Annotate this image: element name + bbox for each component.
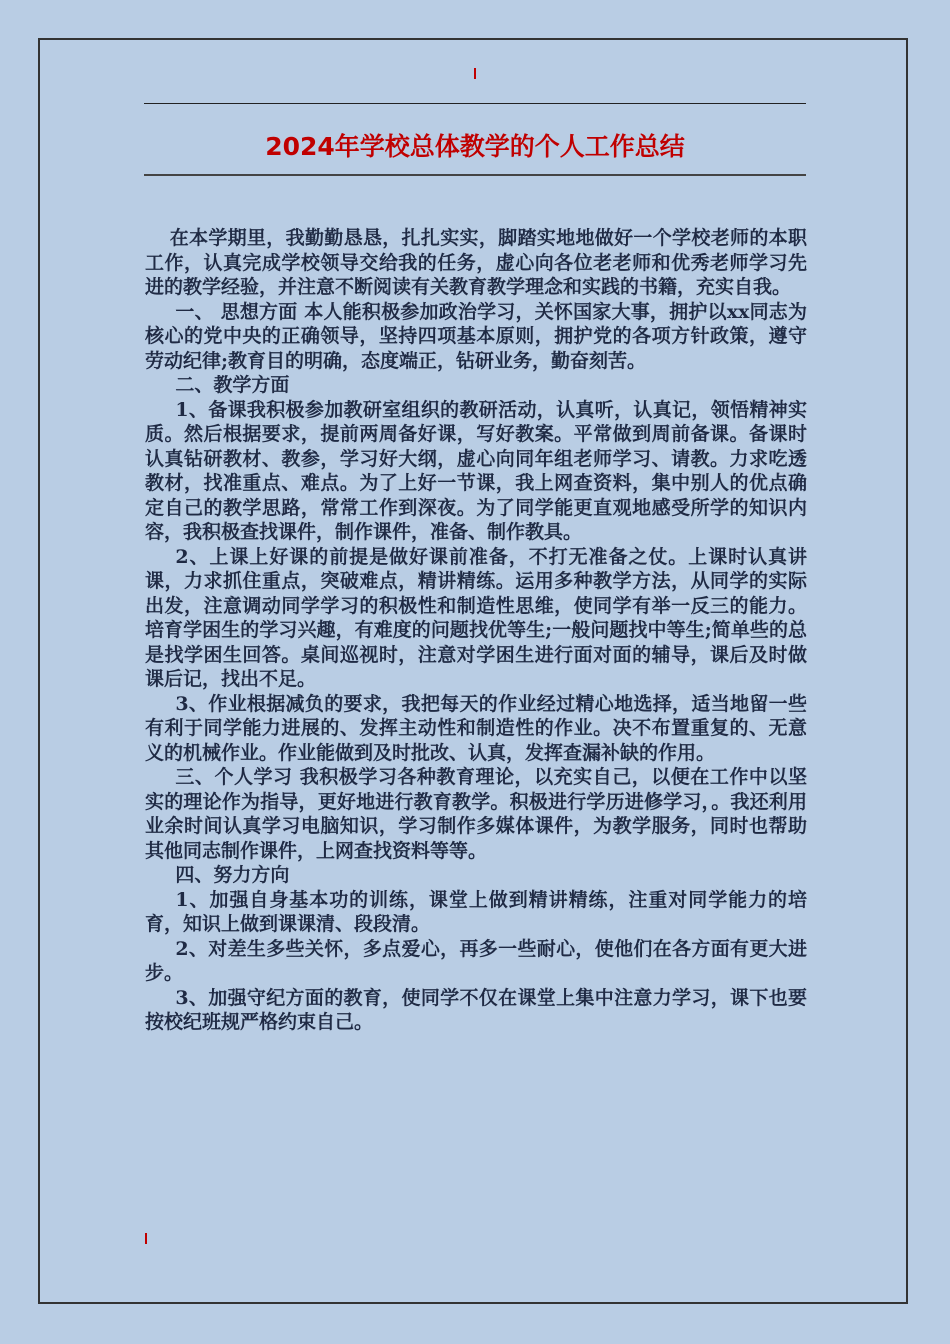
header-rule — [144, 103, 806, 104]
title-rule — [144, 174, 806, 176]
footer-mark — [145, 1233, 147, 1244]
paragraph-direction-1: 1、加强自身基本功的训练，课堂上做到精讲精练，注重对同学能力的培育，知识上做到课课清、段段清。 — [145, 888, 807, 935]
paragraph-homework: 3、作业根据减负的要求，我把每天的作业经过精心地选择，适当地留一些有利于同学能力进展的、发挥主动性和制造性的作业。决不布置重复的、无意义的机械作业。作业能做到及时批改、认真，发挥查漏补缺的作用。 — [145, 692, 807, 764]
paragraph-lesson-prep: 1、备课我积极参加教研室组织的教研活动，认真听，认真记，领悟精神实质。然后根据要求，提前两周备好课，写好教案。平常做到周前备课。备课时认真钻研教材、教参，学习好大纲，虚心向同年组老师学习、请教。力求吃透教材，找准重点、难点。为了上好一节课，我上网查资料，集中别人的优点确定自己的教学思路，常常工作到深夜。为了同学能更直观地感受所学的知识内容，我积极查找课件，制作课件，准备、制作教具。 — [145, 398, 807, 543]
document-title: 2024年学校总体教学的个人工作总结 — [265, 132, 685, 161]
section-heading-direction: 四、努力方向 — [175, 864, 290, 886]
document-body — [145, 226, 807, 1035]
paragraph-direction-2: 2、对差生多些关怀，多点爱心，再多一些耐心，使他们在各方面有更大进步。 — [145, 937, 807, 984]
section-heading-teaching: 二、教学方面 — [175, 374, 290, 396]
paragraph-section-1: 一、 思想方面 本人能积极参加政治学习，关怀国家大事，拥护以xx同志为核心的党中央的正确领导，坚持四项基本原则，拥护党的各项方针政策，遵守劳动纪律;教育目的明确，态度端正，钻研业务，勤奋刻苦。 — [145, 300, 807, 372]
paragraph-intro: 在本学期里，我勤勤恳恳，扎扎实实，脚踏实地地做好一个学校老师的本职工作，认真完成学校领导交给我的任务，虚心向各位老老师和优秀老师学习先进的教学经验，并注意不断阅读有关教育教学理念和实践的书籍，充实自我。 — [145, 227, 807, 298]
header-mark — [474, 68, 476, 79]
paragraph-lecturing: 2、上课上好课的前提是做好课前准备，不打无准备之仗。上课时认真讲课，力求抓住重点，突破难点，精讲精练。运用多种教学方法，从同学的实际出发，注意调动同学学习的积极性和制造性思维，使同学有举一反三的能力。培育学困生的学习兴趣，有难度的问题找优等生;一般问题找中等生;简单些的总是找学困生回答。桌间巡视时，注意对学困生进行面对面的辅导，课后及时做课后记，找出不足。 — [145, 545, 807, 690]
paragraph-personal-study: 三、个人学习 我积极学习各种教育理论，以充实自己，以便在工作中以坚实的理论作为指导，更好地进行教育教学。积极进行学历进修学习，。我还利用业余时间认真学习电脑知识，学习制作多媒体课件，为教学服务，同时也帮助其他同志制作课件，上网查找资料等等。 — [145, 766, 807, 862]
paragraph-direction-3: 3、加强守纪方面的教育，使同学不仅在课堂上集中注意力学习，课下也要按校纪班规严格约束自己。 — [145, 986, 807, 1033]
